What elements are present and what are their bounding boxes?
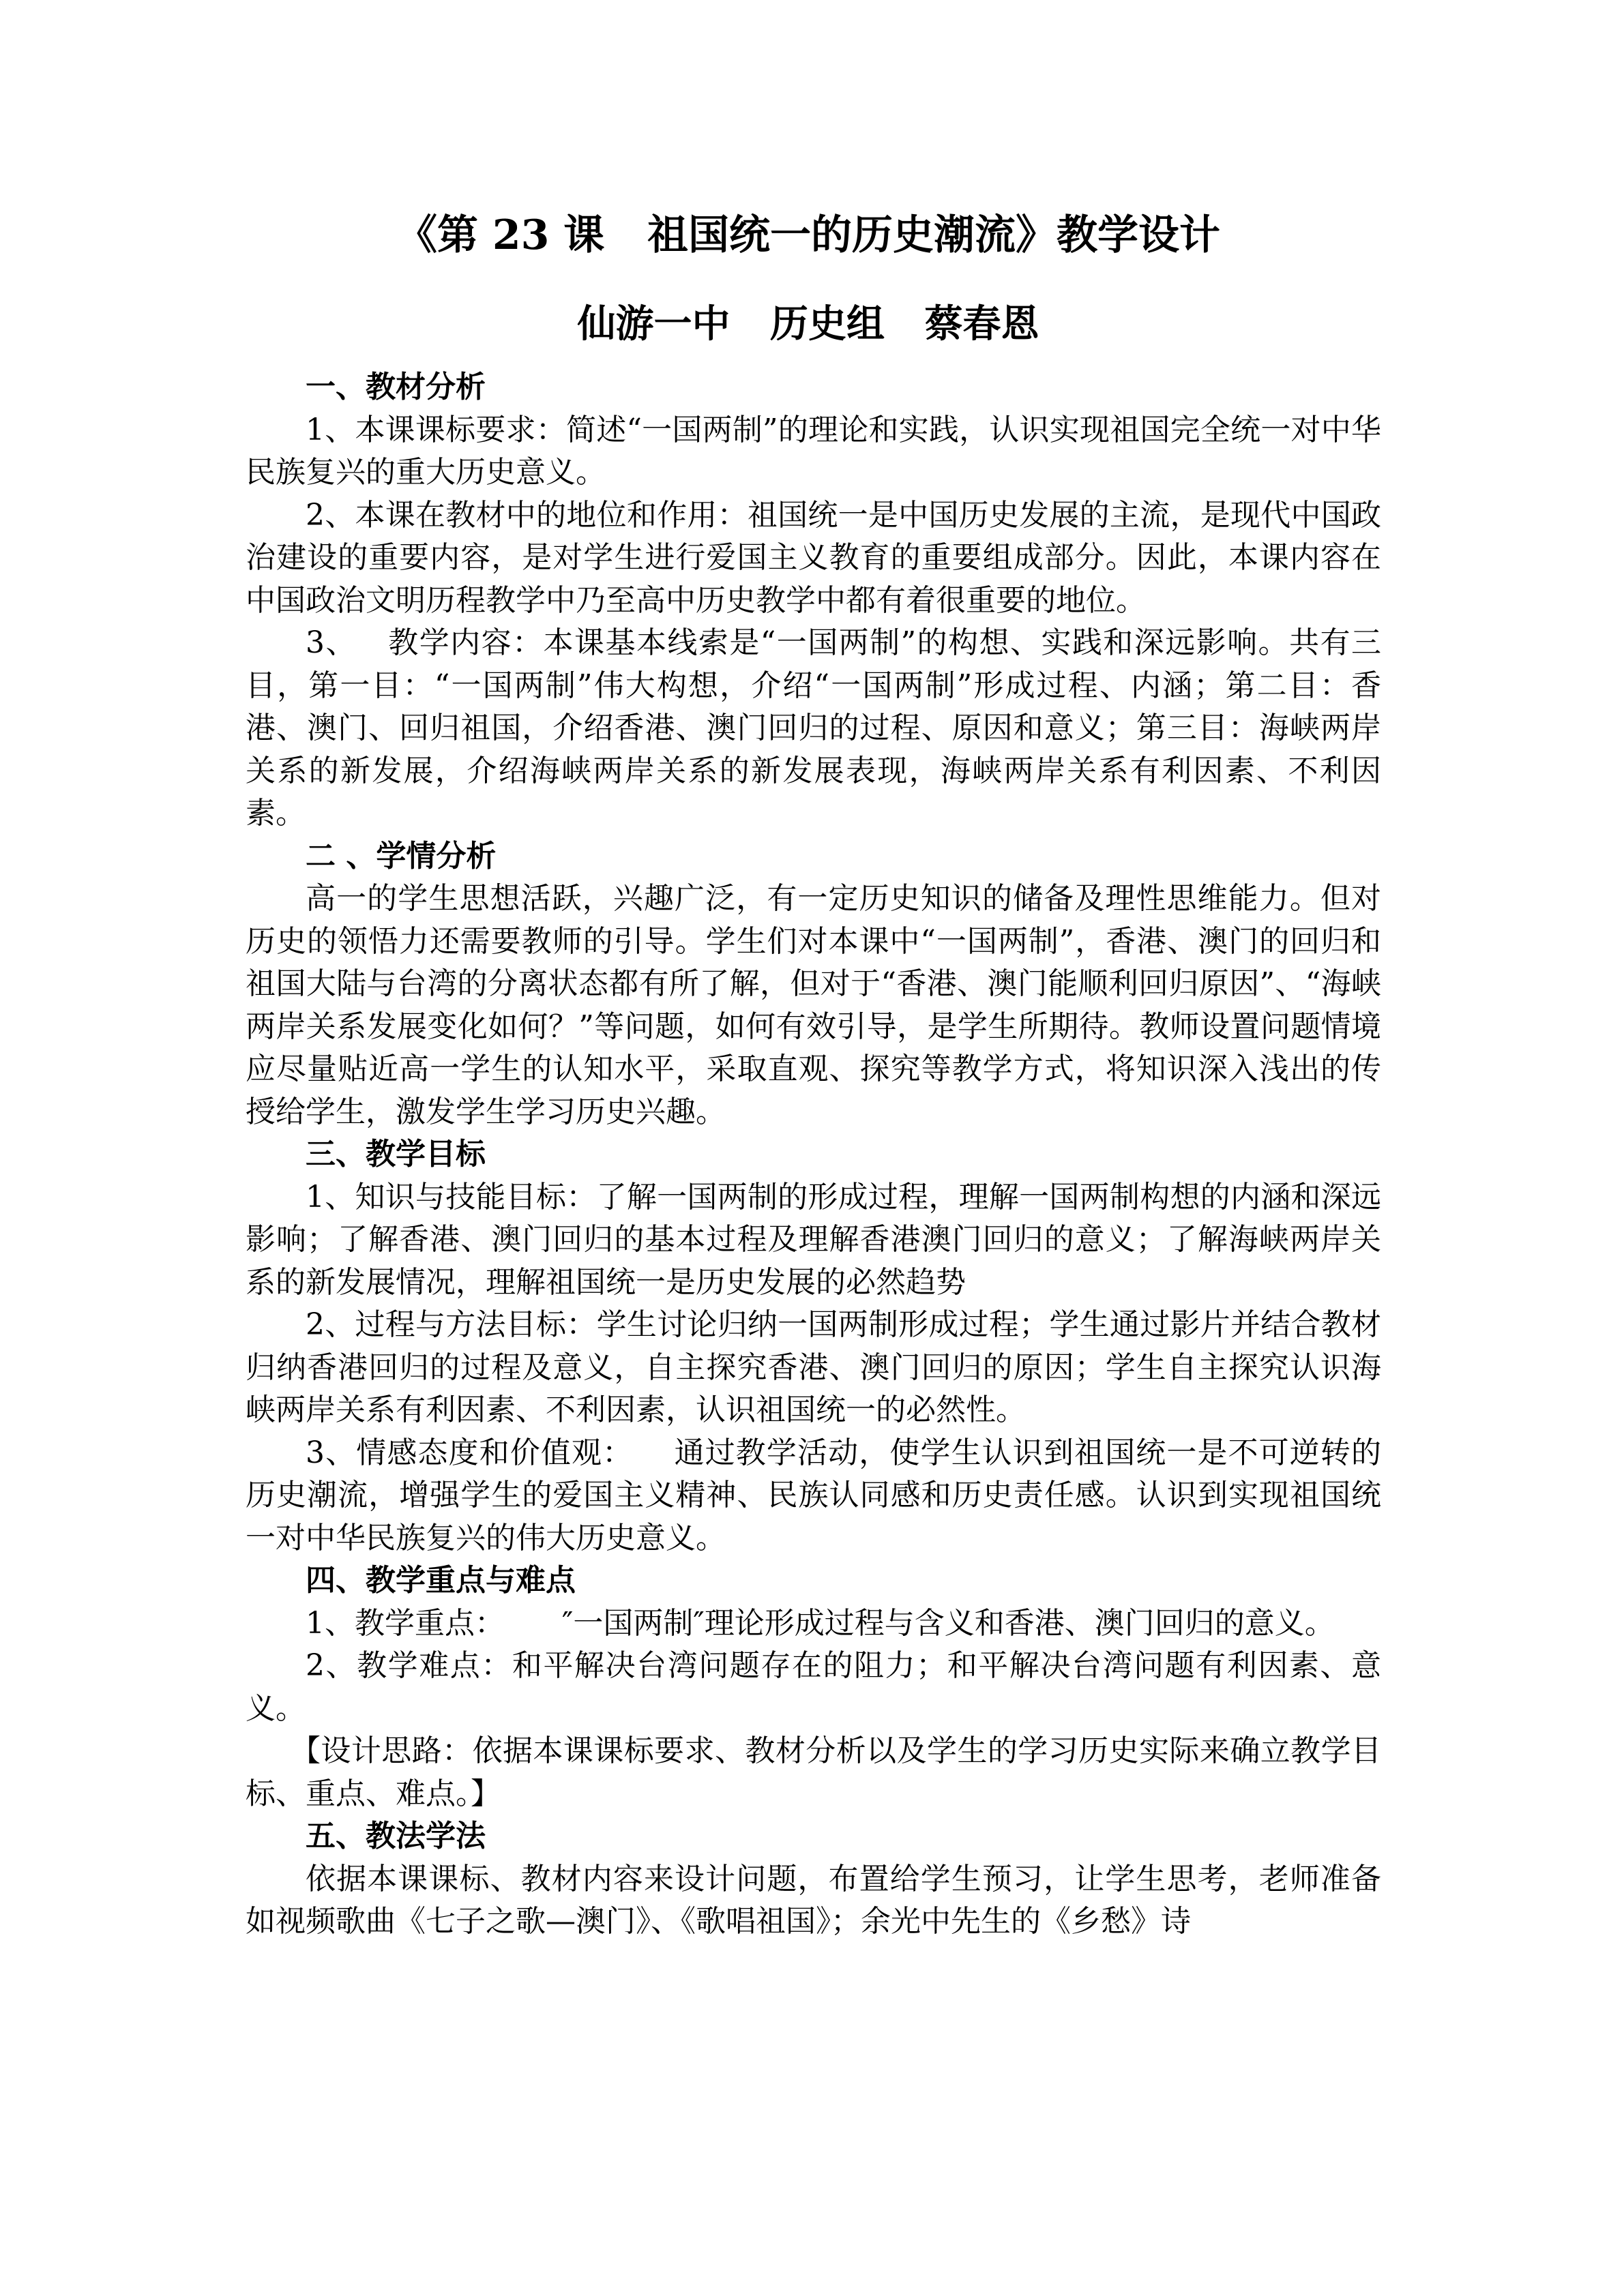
body-paragraph: 3、 教学内容：本课基本线索是“一国两制”的构想、实践和深远影响。共有三目，第一目：“一国两制”伟大构想，介绍“一国两制”形成过程、内涵；第二目：香港、澳门、回归祖国，介绍香港、澳门回归的过程、原因和意义；第三目：海峡两岸关系的新发展，介绍海峡两岸关系的新发展表现，海峡两岸关系有利因素、不利因素。	[246, 625, 1381, 831]
document-title: 《第 23 课 祖国统一的历史潮流》教学设计	[396, 211, 1220, 259]
section-heading: 四、教学重点与难点	[306, 1563, 576, 1598]
section-heading: 一、教材分析	[306, 370, 486, 404]
body-paragraph: 1、知识与技能目标：了解一国两制的形成过程，理解一国两制构想的内涵和深远影响；了解香港、澳门回归的基本过程及理解香港澳门回归的意义；了解海峡两岸关系的新发展情况，理解祖国统一是历史发展的必然趋势	[246, 1179, 1381, 1300]
body-paragraph: 1、本课课标要求：简述“一国两制”的理论和实践，认识实现祖国完全统一对中华民族复兴的重大历史意义。	[246, 412, 1381, 490]
body-paragraph: 高一的学生思想活跃，兴趣广泛，有一定历史知识的储备及理性思维能力。但对历史的领悟力还需要教师的引导。学生们对本课中“一国两制”，香港、澳门的回归和祖国大陆与台湾的分离状态都有所了解，但对于“香港、澳门能顺利回归原因”、“海峡两岸关系发展变化如何？”等问题，如何有效引导，是学生所期待。教师设置问题情境应尽量贴近高一学生的认知水平，采取直观、探究等教学方式，将知识深入浅出的传授给学生，激发学生学习历史兴趣。	[246, 881, 1381, 1129]
body-paragraph: 3、情感态度和价值观： 通过教学活动，使学生认识到祖国统一是不可逆转的历史潮流，增强学生的爱国主义精神、民族认同感和历史责任感。认识到实现祖国统一对中华民族复兴的伟大历史意义。	[246, 1435, 1381, 1555]
body-paragraph: 依据本课课标、教材内容来设计问题，布置给学生预习，让学生思考，老师准备如视频歌曲《七子之歌—澳门》、《歌唱祖国》；余光中先生的《乡愁》诗	[246, 1861, 1381, 1939]
section-heading: 五、教法学法	[306, 1819, 486, 1853]
body-paragraph: 1、教学重点： ″一国两制″理论形成过程与含义和香港、澳门回归的意义。	[306, 1605, 1335, 1641]
body-paragraph: 2、本课在教材中的地位和作用：祖国统一是中国历史发展的主流，是现代中国政治建设的重要内容，是对学生进行爱国主义教育的重要组成部分。因此，本课内容在中国政治文明历程教学中乃至高中历史教学中都有着很重要的地位。	[246, 497, 1381, 618]
document-body	[246, 366, 1381, 1943]
body-paragraph: 2、教学难点：和平解决台湾问题存在的阻力；和平解决台湾问题有利因素、意义。	[246, 1648, 1381, 1726]
section-heading: 三、教学目标	[306, 1137, 486, 1172]
section-heading: 二 、学情分析	[306, 838, 497, 874]
design-note: 【设计思路：依据本课课标要求、教材分析以及学生的学习历史实际来确立教学目标、重点、难点。】	[246, 1733, 1381, 1811]
document-author: 仙游一中 历史组 蔡春恩	[577, 301, 1039, 346]
body-paragraph: 2、过程与方法目标：学生讨论归纳一国两制形成过程；学生通过影片并结合教材归纳香港回归的过程及意义，自主探究香港、澳门回归的原因；学生自主探究认识海峡两岸关系有利因素、不利因素，认识祖国统一的必然性。	[246, 1307, 1381, 1427]
